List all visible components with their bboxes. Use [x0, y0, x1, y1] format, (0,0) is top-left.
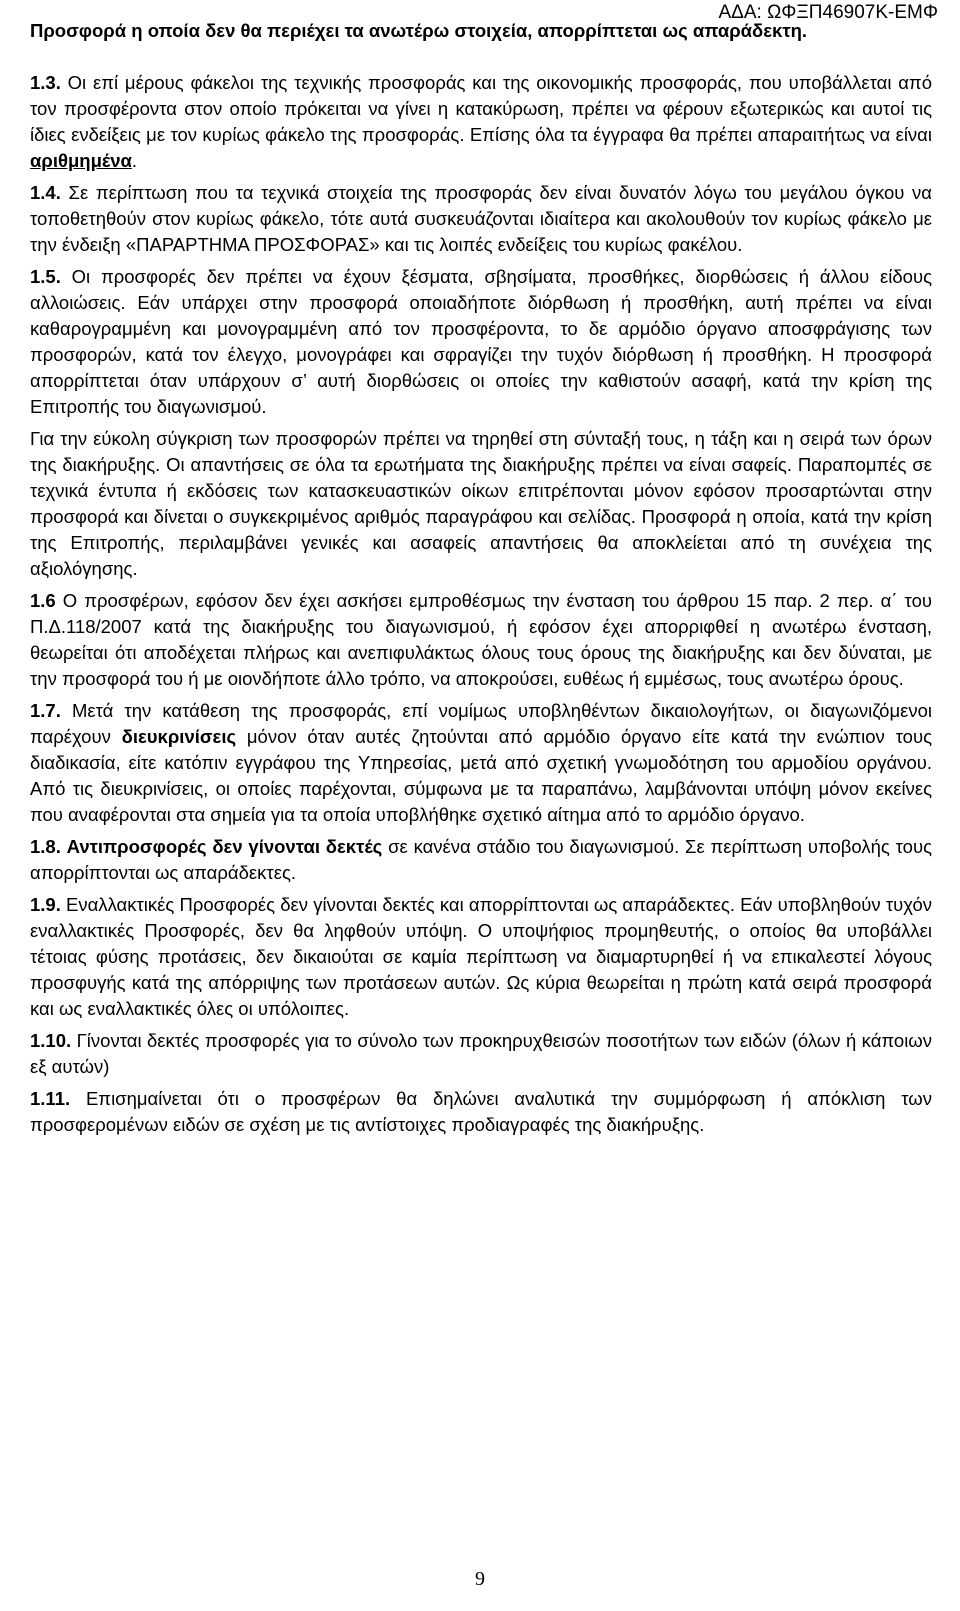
section-1-5	[30, 264, 932, 420]
ada-code: ΑΔΑ: ΩΦΞΠ46907Κ-ΕΜΦ	[718, 2, 938, 23]
section-1-3	[30, 70, 932, 174]
section-text: Επισημαίνεται ότι ο προσφέρων θα δηλώνει αναλυτικά την συμμόρφωση ή απόκλιση των προσφερομένων ειδών σε σχέση με τις αντίστοιχες προδιαγραφές της διακήρυξης.	[30, 1088, 932, 1135]
section-text: Γίνονται δεκτές προσφορές για το σύνολο των προκηρυχθεισών ποσοτήτων των ειδών (όλων ή κάποιων εξ αυτών)	[30, 1030, 932, 1077]
section-text-before: Μετά την κατάθεση της προσφοράς, επί νομίμως υποβληθέντων δικαιολογήτων, οι διαγωνιζόμενοι παρέχουν	[30, 700, 933, 747]
section-1-7	[30, 698, 932, 828]
section-number: 1.8.	[30, 836, 61, 857]
section-text: Σε περίπτωση που τα τεχνικά στοιχεία της προσφοράς δεν είναι δυνατόν λόγω του μεγάλου όγκου να τοποθετηθούν στον κυρίως φάκελο, τότε αυτά συσκευάζονται ιδιαίτερα και ακολουθούν τον κυρίως φάκελο με την ένδειξη «ΠΑΡΑΡΤΗΜΑ ΠΡΟΣΦΟΡΑΣ» και τις λοιπές ενδείξεις του κυρίως φακέλου.	[30, 182, 933, 255]
section-1-8	[30, 834, 932, 886]
section-text: σε κανένα στάδιο του διαγωνισμού. Σε περίπτωση υποβολής τους απορρίπτονται ως απαράδεκτες.	[30, 836, 932, 883]
document-body	[30, 18, 932, 1138]
section-text-after: μόνον όταν αυτές ζητούνται από αρμόδιο όργανο είτε κατά την ενώπιον τους διαδικασία, είτε κατόπιν εγγράφου της Υπηρεσίας, μετά από σχετική γνωμοδότηση του αρμοδίου οργάνου. Από τις διευκρινίσεις, οι οποίες παρέχονται, σύμφωνα με τα παραπάνω, λαμβάνονται υπόψη μόνον εκείνες που αναφέρονται στα σημεία για τα οποία υποβλήθηκε σχετικό αίτημα από το αρμόδιο όργανο.	[30, 726, 932, 825]
section-number: 1.6	[30, 590, 56, 611]
section-1-9	[30, 892, 932, 1022]
section-1-10	[30, 1028, 932, 1080]
intro-paragraph: Προσφορά η οποία δεν θα περιέχει τα ανωτέρω στοιχεία, απορρίπτεται ως απαράδεκτη.	[30, 20, 808, 41]
section-emphasis: αριθμημένα	[30, 150, 132, 171]
section-1-6	[30, 588, 932, 692]
section-number: 1.9.	[30, 894, 61, 915]
section-number: 1.11.	[30, 1088, 71, 1109]
section-number: 1.3.	[30, 72, 61, 93]
section-text: Εναλλακτικές Προσφορές δεν γίνονται δεκτές και απορρίπτονται ως απαράδεκτες. Εάν υποβληθούν τυχόν εναλλακτικές Προσφορές, δεν θα ληφθούν υπόψη. Ο υποψήφιος προμηθευτής, ο οποίος θα υποβάλλει τέτοιας φύσης προτάσεις, δεν δικαιούται σε καμία περίπτωση να διαμαρτυρηθεί ή να επικαλεστεί λόγους προσφυγής κατά της απόρριψης των προτάσεων αυτών. Ως κύρια θεωρείται η πρώτη κατά σειρά προσφορά και ως εναλλακτικές όλες οι υπόλοιπες.	[30, 894, 932, 1019]
section-emphasis: διευκρινίσεις	[121, 726, 237, 747]
section-text: Οι επί μέρους φάκελοι της τεχνικής προσφοράς και της οικονομικής προσφοράς, που υποβάλλεται από τον προσφέροντα στον οποίο πρόκειται να γίνει η κατακύρωση, πρέπει να φέρουν εξωτερικώς και αυτοί τις ίδιες ενδείξεις με τον κυρίως φάκελο της προσφοράς. Επίσης όλα τα έγγραφα θα πρέπει απαραιτήτως να είναι	[30, 72, 932, 145]
section-number: 1.10.	[30, 1030, 72, 1051]
section-end: .	[131, 150, 138, 171]
section-number: 1.4.	[30, 182, 61, 203]
section-1-11	[30, 1086, 932, 1138]
section-1-4	[30, 180, 932, 258]
page-number: 9	[475, 1568, 485, 1590]
section-emphasis: Αντιπροσφορές δεν γίνονται δεκτές	[66, 836, 383, 857]
comparison-paragraph: Για την εύκολη σύγκριση των προσφορών πρέπει να τηρηθεί στη σύνταξή τους, η τάξη και η σειρά των όρων της διακήρυξης. Οι απαντήσεις σε όλα τα ερωτήματα της διακήρυξης πρέπει να είναι σαφείς. Παραπομπές σε τεχνικά έντυπα ή εκδόσεις των κατασκευαστικών οίκων επιτρέπονται μόνον εφόσον προσαρτώνται στην προσφορά και δίνεται ο συγκεκριμένος αριθμός παραγράφου και σελίδας. Προσφορά η οποία, κατά την κρίση της Επιτροπής, περιλαμβάνει γενικές και ασαφείς απαντήσεις θα αποκλείεται από τη συνέχεια της αξιολόγησης.	[30, 428, 932, 579]
section-text: Ο προσφέρων, εφόσον δεν έχει ασκήσει εμπροθέσμως την ένσταση του άρθρου 15 παρ. 2 περ. α΄ του Π.Δ.118/2007 κατά της διακήρυξης του διαγωνισμού, ή εφόσον έχει απορριφθεί η ανωτέρω ένσταση, θεωρείται ότι αποδέχεται πλήρως και ανεπιφυλάκτως όλους τους όρους της διακήρυξης και δεν δύναται, με την προσφορά του ή με οιονδήποτε άλλο τρόπο, να αποκρούσει, ευθέως ή εμμέσως, τους ανωτέρω όρους.	[30, 590, 932, 689]
section-number: 1.7.	[30, 700, 61, 721]
section-number: 1.5.	[30, 266, 61, 287]
section-text: Οι προσφορές δεν πρέπει να έχουν ξέσματα, σβησίματα, προσθήκες, διορθώσεις ή άλλου είδους αλλοιώσεις. Εάν υπάρχει στην προσφορά οποιαδήποτε διόρθωση ή προσθήκη, αυτή πρέπει να είναι καθαρογραμμένη και μονογραμμένη από τον προσφέροντα, το δε αρμόδιο όργανο αποσφράγισης των προσφορών, κατά τον έλεγχο, μονογράφει και σφραγίζει την τυχόν διόρθωση ή προσθήκη. Η προσφορά απορρίπτεται όταν υπάρχουν σ’ αυτή διορθώσεις οι οποίες την καθιστούν ασαφή, κατά την κρίση της Επιτροπής του διαγωνισμού.	[30, 266, 933, 417]
